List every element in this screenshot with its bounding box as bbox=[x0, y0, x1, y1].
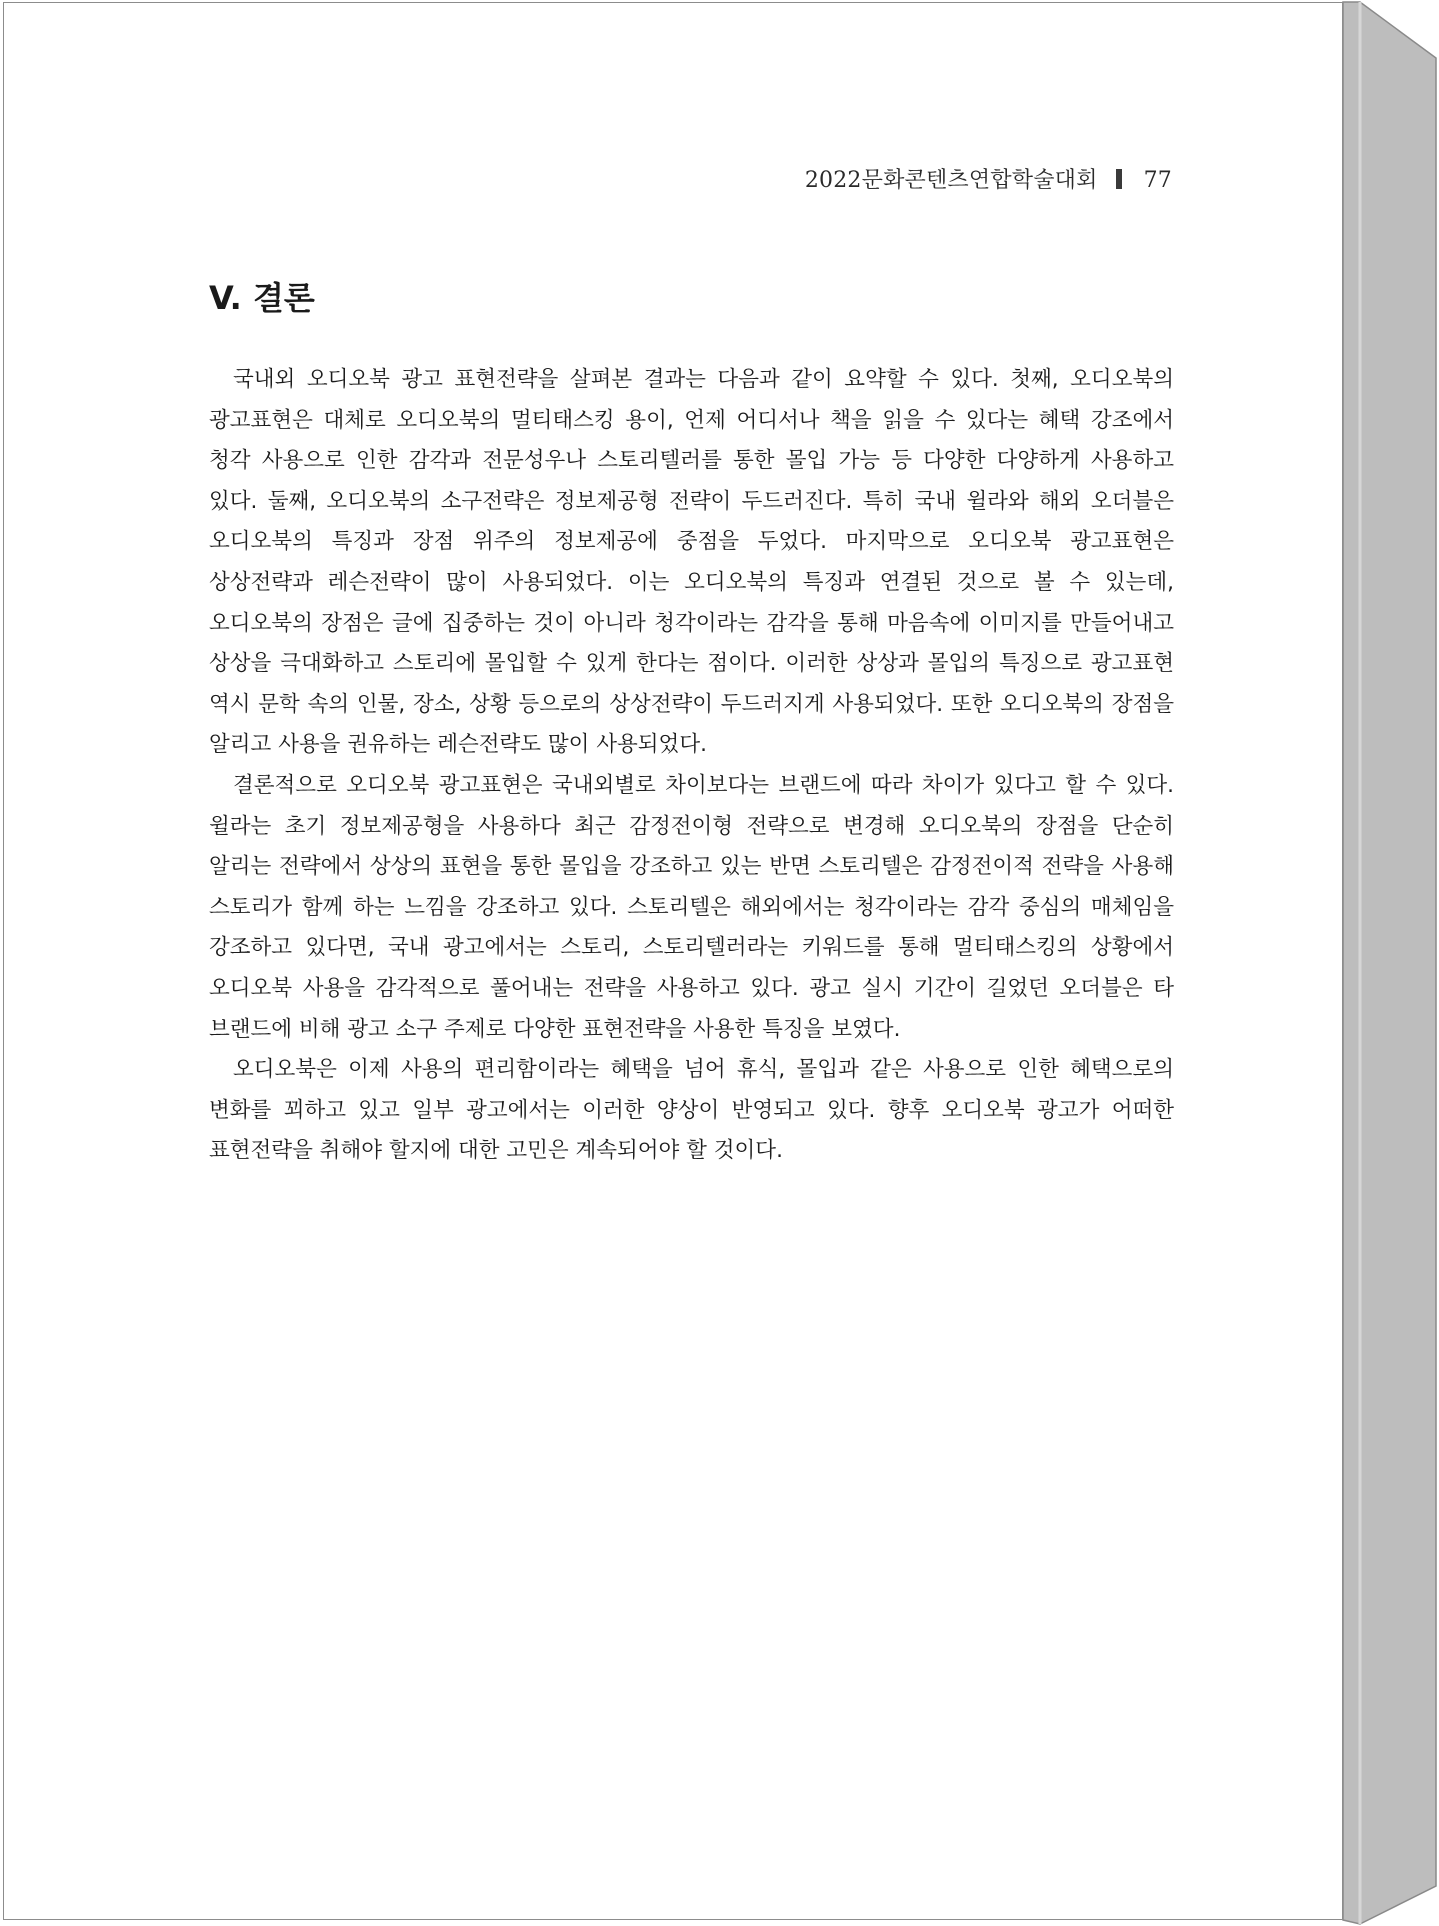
header-divider bbox=[1116, 169, 1122, 189]
conclusion-body bbox=[209, 360, 1174, 1172]
paragraph: 오디오북은 이제 사용의 편리함이라는 혜택을 넘어 휴식, 몰입과 같은 사용으로 인한 혜택으로의 변화를 꾀하고 있고 일부 광고에서는 이러한 양상이 반영되고 있다. 향후 오디오북 광고가 어떠한 표현전략을 취해야 할지에 대한 고민은 계속되어야 할 것이다. bbox=[209, 1057, 1174, 1164]
paragraph: 결론적으로 오디오북 광고표현은 국내외별로 차이보다는 브랜드에 따라 차이가 있다고 할 수 있다. 윌라는 초기 정보제공형을 사용하다 최근 감정전이형 전략으로 변경해 오디오북의 장점을 단순히 알리는 전략에서 상상의 표현을 통한 몰입을 강조하고 있는 반면 스토리텔은 감정전이적 전략을 사용해 스토리가 함께 하는 느낌을 강조하고 있다. 스토리텔은 해외에서는 청각이라는 감각 중심의 매체임을 강조하고 있다면, 국내 광고에서는 스토리, 스토리텔러라는 키워드를 통해 멀티태스킹의 상황에서 오디오북 사용을 감각적으로 풀어내는 전략을 사용하고 있다. 광고 실시 기간이 길었던 오더블은 타 브랜드에 비해 광고 소구 주제로 다양한 표현전략을 사용한 특징을 보였다. bbox=[209, 772, 1174, 1042]
paragraph: 국내외 오디오북 광고 표현전략을 살펴본 결과는 다음과 같이 요약할 수 있다. 첫째, 오디오북의 광고표현은 대체로 오디오북의 멀티태스킹 용이, 언제 어디서나 책을 읽을 수 있다는 혜택 강조에서 청각 사용으로 인한 감각과 전문성우나 스토리텔러를 통한 몰입 가능 등 다양한 다양하게 사용하고 있다. 둘째, 오디오북의 소구전략은 정보제공형 전략이 두드러진다. 특히 국내 윌라와 해외 오더블은 오디오북의 특징과 장점 위주의 정보제공에 중점을 두었다. 마지막으로 오디오북 광고표현은 상상전략과 레슨전략이 많이 사용되었다. 이는 오디오북의 특징과 연결된 것으로 볼 수 있는데, 오디오북의 장점은 글에 집중하는 것이 아니라 청각이라는 감각을 통해 마음속에 이미지를 만들어내고 상상을 극대화하고 스토리에 몰입할 수 있게 한다는 점이다. 이러한 상상과 몰입의 특징으로 광고표현 역시 문학 속의 인물, 장소, 상황 등으로의 상상전략이 두드러지게 사용되었다. 또한 오디오북의 장점을 알리고 사용을 권유하는 레슨전략도 많이 사용되었다. bbox=[209, 367, 1174, 758]
paper-page bbox=[3, 2, 1343, 1920]
page-number: 77 bbox=[1143, 168, 1172, 193]
running-header bbox=[805, 163, 1172, 194]
section-title: V. 결론 bbox=[209, 279, 315, 317]
conference-title: 2022문화콘텐츠연합학술대회 bbox=[804, 168, 1098, 193]
